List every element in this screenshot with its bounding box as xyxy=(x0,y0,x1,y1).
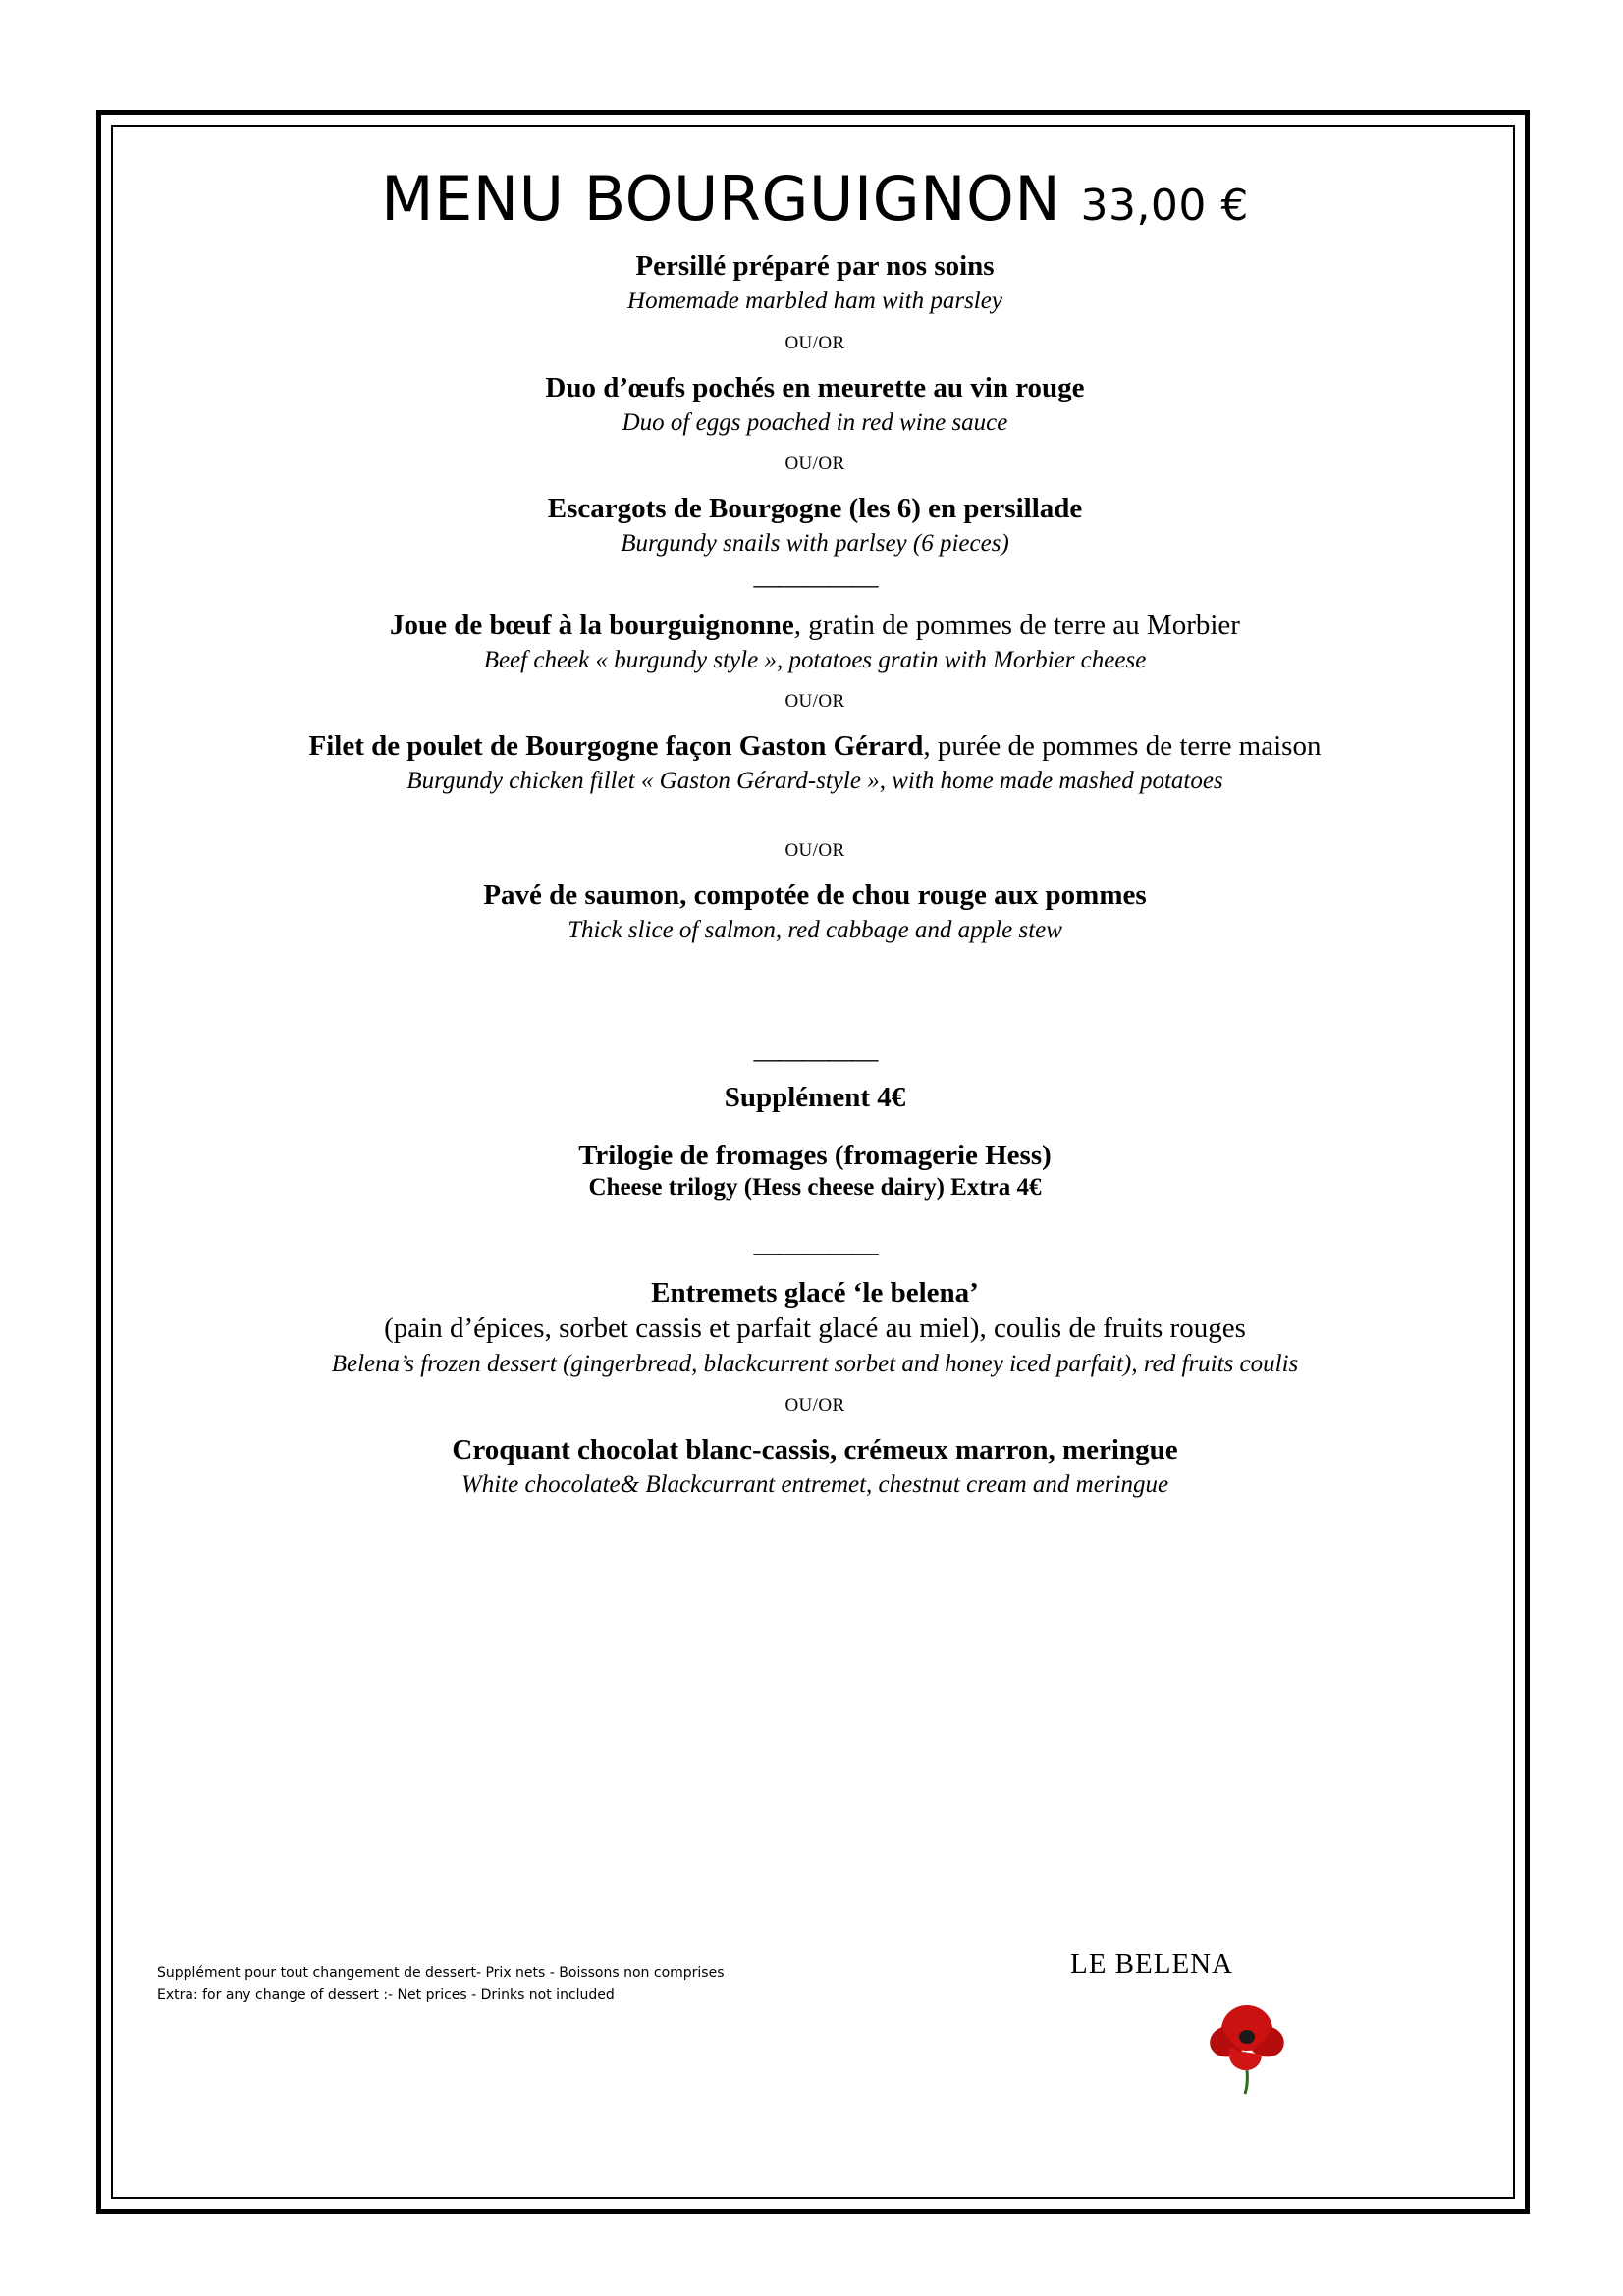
dish-item xyxy=(118,1275,1512,1379)
or-separator: OU/OR xyxy=(784,454,845,475)
supplement-name-en: Cheese trilogy (Hess cheese dairy) Extra 4€ xyxy=(588,1174,1042,1201)
footer-note-fr: Supplément pour tout changement de dessert- Prix nets - Boissons non comprises xyxy=(157,1965,725,1981)
dish-name-fr-light: , purée de pommes de terre maison xyxy=(923,730,1322,763)
spacer xyxy=(118,1201,1512,1227)
dish-name-fr-light: (pain d’épices, sorbet cassis et parfait glacé au miel), coulis de fruits rouges xyxy=(384,1312,1246,1345)
dish-name-en: Homemade marbled ham with parsley xyxy=(627,288,1002,315)
spacer xyxy=(118,1114,1512,1140)
dish-name-en: Beef cheek « burgundy style », potatoes gratin with Morbier cheese xyxy=(483,646,1147,673)
section-divider: ————— xyxy=(753,1043,877,1074)
dish-name-en: Belena’s frozen dessert (gingerbread, blackcurrent sorbet and honey iced parfait), red fruits coulis xyxy=(331,1350,1299,1377)
dish-name-fr xyxy=(118,878,1512,913)
brand-block xyxy=(1070,1949,1394,1981)
or-separator: OU/OR xyxy=(784,332,845,353)
dish-name-fr: Persillé préparé par nos soins xyxy=(635,250,995,283)
dish-item xyxy=(118,878,1512,946)
dish-name-en: Duo of eggs poached in red wine sauce xyxy=(622,408,1008,436)
dish-name-fr: Escargots de Bourgogne (les 6) en persillade xyxy=(547,493,1083,525)
dish-name-fr: Entremets glacé ‘le belena’ xyxy=(651,1277,979,1309)
poppy-flower-icon xyxy=(1193,1988,1301,2096)
dish-name-fr-bold: Pavé de saumon, compotée de chou rouge aux pommes xyxy=(483,879,1147,911)
section-divider: ————— xyxy=(753,1237,877,1267)
dish-name-en: Burgundy chicken fillet « Gaston Gérard-style », with home made mashed potatoes xyxy=(406,768,1223,795)
dish-name-fr: Duo d’œufs pochés en meurette au vin rouge xyxy=(545,371,1085,403)
dish-name-fr-bold: Filet de poulet de Bourgogne façon Gaston Gérard xyxy=(308,730,924,763)
dish-name-fr xyxy=(118,608,1512,643)
dish-item xyxy=(118,370,1512,439)
dish-item xyxy=(118,491,1512,560)
footer-notes xyxy=(157,1963,746,2005)
section-divider: ————— xyxy=(753,568,877,599)
desserts-section xyxy=(118,1275,1512,1500)
dish-item xyxy=(118,608,1512,676)
dish-item xyxy=(118,248,1512,317)
supplement-name-fr: Trilogie de fromages (fromagerie Hess) xyxy=(578,1140,1052,1172)
dish-name-fr-light: , gratin de pommes de terre au Morbier xyxy=(793,609,1240,641)
supplement-heading: Supplément 4€ xyxy=(724,1082,906,1114)
dish-name-fr-bold: Joue de bœuf à la bourguignonne xyxy=(390,609,794,641)
supplement-section xyxy=(118,1082,1512,1201)
or-separator: OU/OR xyxy=(784,691,845,713)
brand-name: LE BELENA xyxy=(1070,1949,1234,1980)
or-separator: OU/OR xyxy=(784,1394,845,1415)
page-title xyxy=(118,163,1512,235)
dish-name-fr xyxy=(118,728,1512,764)
spacer xyxy=(118,947,1512,1034)
dish-name-en: Burgundy snails with parlsey (6 pieces) xyxy=(621,530,1009,558)
dish-name-en: White chocolate& Blackcurrant entremet, chestnut cream and meringue xyxy=(460,1471,1169,1499)
menu-title-text: MENU BOURGUIGNON xyxy=(381,163,1061,235)
dish-item xyxy=(118,1432,1512,1501)
dish-item xyxy=(118,728,1512,797)
dish-name-fr: Croquant chocolat blanc-cassis, crémeux marron, meringue xyxy=(452,1433,1178,1466)
menu-price: 33,00 € xyxy=(1080,181,1249,231)
footer-note-en: Extra: for any change of dessert :- Net prices - Drinks not included xyxy=(157,1986,615,2002)
menu-content xyxy=(118,163,1512,1502)
or-separator: OU/OR xyxy=(784,839,845,861)
mains-section xyxy=(118,608,1512,946)
spacer xyxy=(118,799,1512,825)
dish-name-en: Thick slice of salmon, red cabbage and apple stew xyxy=(568,916,1062,943)
starters-section xyxy=(118,248,1512,560)
